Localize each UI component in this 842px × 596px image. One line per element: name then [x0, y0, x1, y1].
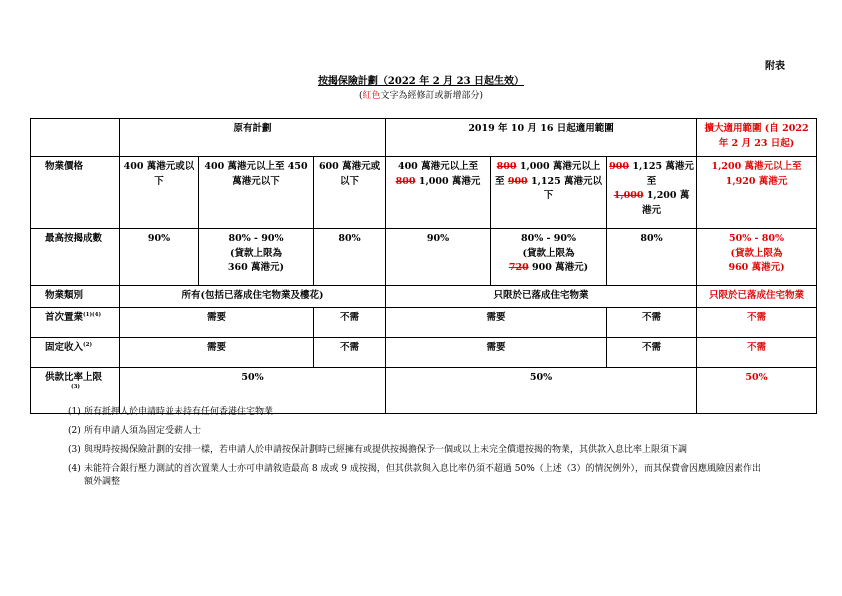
struck-value: 800 — [395, 175, 416, 187]
price-cell: 900 1,125 萬港元至 1,000 1,200 萬港元 — [607, 157, 697, 229]
struck-value: 800 — [496, 161, 517, 172]
struck-value: 900 — [507, 175, 528, 187]
row-label-fixed-income: 固定收入$^{(2)}$ — [31, 337, 120, 367]
ltv-cell: 80% — [607, 229, 697, 286]
property-type-2019: 只限於已落成住宅物業 — [386, 286, 697, 308]
footnote-item: (3) 與現時按揭保險計劃的安排一樣，若申請人於申請按保計劃時已經擁有或提供按揭擔保予一個或以上未完全償還按揭的物業，其供款入息比率上限須下調 — [68, 445, 688, 456]
ltv-cell: 90% — [120, 229, 199, 286]
ltv-cell: 80% — [314, 229, 386, 286]
property-type-row — [31, 286, 817, 308]
price-cell: 600 萬港元或以下 — [314, 157, 386, 229]
document-subtitle: (紅色文字為經修訂或新增部分) — [358, 91, 484, 101]
first-time-buyer-row — [31, 307, 817, 337]
footnote-item: (2) 所有申請人須為固定受薪人士 — [68, 426, 202, 437]
red-text-label: 紅色 — [362, 91, 381, 101]
not-required-cell-expanded: 不需 — [697, 307, 817, 337]
not-required-cell-expanded: 不需 — [697, 337, 817, 367]
row-label-max-ltv: 最高按揭成數 — [31, 229, 120, 286]
not-required-cell: 不需 — [314, 307, 386, 337]
dti-original: 50% — [120, 367, 386, 413]
price-cell: 400 萬港元以上至 800 1,000 萬港元 — [386, 157, 491, 229]
ltv-cell: 80% - 90% (貸款上限為 360 萬港元) — [199, 229, 314, 286]
fixed-income-row — [31, 337, 817, 367]
ltv-cell: 90% — [386, 229, 491, 286]
group-header-row — [31, 119, 817, 157]
required-cell: 需要 — [120, 337, 314, 367]
row-label-property-price: 物業價格 — [31, 157, 120, 229]
row-label-dti: 供款比率上限 (3) — [31, 367, 120, 413]
price-cell: 400 萬港元以上至 450 萬港元以下 — [199, 157, 314, 229]
struck-value: 720 — [508, 262, 529, 274]
annex-label: 附表 — [765, 61, 785, 72]
price-cell: 800 1,000 萬港元以上至 900 1,125 萬港元以下 — [491, 157, 607, 229]
price-cell-expanded: 1,200 萬港元以上至 1,920 萬港元 — [697, 157, 817, 229]
corner-cell — [31, 119, 120, 157]
property-type-original: 所有(包括已落成住宅物業及樓花) — [120, 286, 386, 308]
footnotes — [68, 406, 768, 495]
property-price-row — [31, 157, 817, 229]
struck-value: 1,000 — [613, 190, 644, 202]
required-cell: 需要 — [386, 307, 607, 337]
group-header-expanded: 擴大適用範圍 (自 2022 年 2 月 23 日起) — [697, 119, 817, 157]
price-cell: 400 萬港元或以下 — [120, 157, 199, 229]
required-cell: 需要 — [120, 307, 314, 337]
dti-2019: 50% — [386, 367, 697, 413]
group-header-2019: 2019 年 10 月 16 日起適用範圍 — [386, 119, 697, 157]
row-label-property-type: 物業類別 — [31, 286, 120, 308]
footnote-item: (1) 所有抵押人於申請時並未持有任何香港住宅物業 — [68, 407, 274, 417]
ltv-cell: 80% - 90% (貸款上限為 720 900 萬港元) — [491, 229, 607, 286]
ltv-cell-expanded: 50% - 80% (貸款上限為 960 萬港元) — [697, 229, 817, 286]
property-type-expanded: 只限於已落成住宅物業 — [697, 286, 817, 308]
row-label-first-time-buyer: 首次置業$^{(1)(4)}$ — [31, 307, 120, 337]
struck-value: 900 — [609, 161, 630, 172]
max-ltv-row — [31, 229, 817, 286]
document-title: 按揭保險計劃（2022 年 2 月 23 日起生效） — [317, 76, 525, 87]
mortgage-insurance-table — [30, 118, 817, 414]
group-header-original: 原有計劃 — [120, 119, 386, 157]
dti-expanded: 50% — [697, 367, 817, 413]
not-required-cell: 不需 — [607, 307, 697, 337]
not-required-cell: 不需 — [314, 337, 386, 367]
footnote-item: (4) 未能符合銀行壓力測試的首次置業人士亦可申請敘造最高 8 成或 9 成按揭，但其供款與入息比率仍須不超過 50%（上述（3）的情況例外），而其保費會因應風險因素作出額外調整 — [68, 464, 761, 488]
not-required-cell: 不需 — [607, 337, 697, 367]
required-cell: 需要 — [386, 337, 607, 367]
